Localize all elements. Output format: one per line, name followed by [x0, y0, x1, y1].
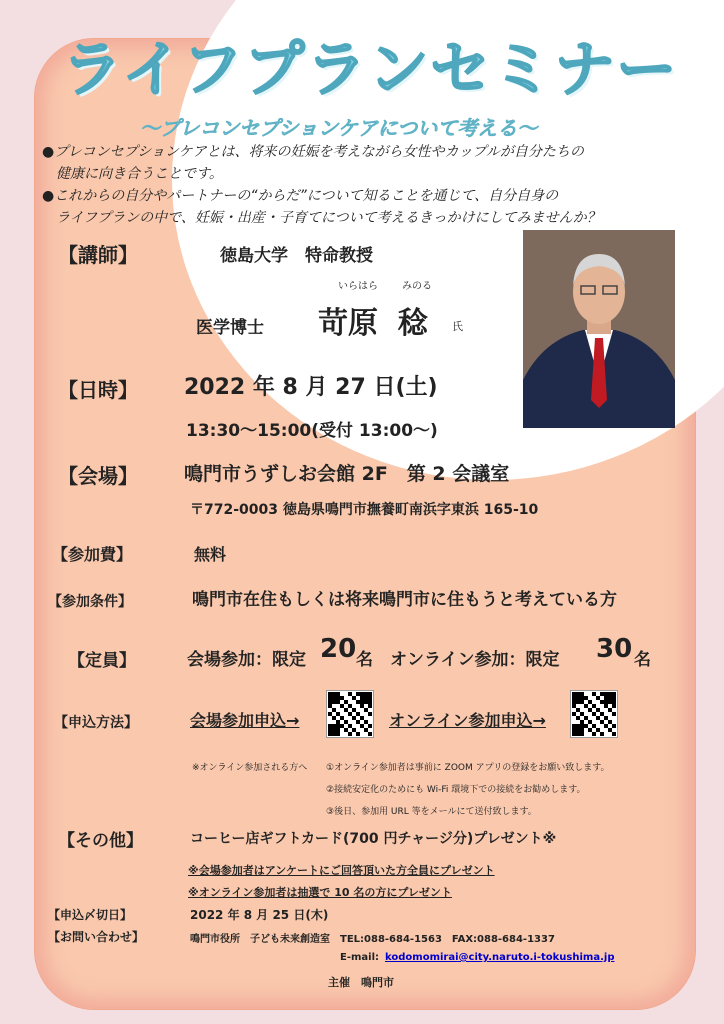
intro-line-2: 健康に向き合うことです。 — [56, 166, 223, 182]
qr-module — [600, 732, 604, 736]
lecturer-affiliation: 徳島大学 特命教授 — [220, 246, 373, 266]
contact-office: 鳴門市役所 子ども未来創造室 TEL:088-684-1563 FAX:088-684-1337 — [190, 934, 555, 945]
venue-apply-link[interactable]: 会場参加申込→ — [190, 711, 300, 730]
lecturer-degree: 医学博士 — [196, 318, 264, 338]
qr-module — [612, 732, 616, 736]
event-date: 2022 年 8 月 27 日(土) — [184, 375, 438, 400]
qr-module — [368, 712, 372, 716]
intro-line-1: ●プレコンセプションケアとは、将来の妊娠を考えながら女性やカップルが自分たちの — [42, 144, 584, 160]
online-apply-link[interactable]: オンライン参加申込→ — [389, 711, 546, 730]
qr-module — [348, 732, 352, 736]
qr-module — [356, 732, 360, 736]
qr-module — [612, 704, 616, 708]
deadline-label: 【申込〆切日】 — [48, 908, 133, 922]
apply-label: 【申込方法】 — [54, 715, 138, 731]
qr-module — [612, 712, 616, 716]
email-link[interactable]: kodomomirai@city.naruto.i-tokushima.jp — [385, 952, 615, 963]
qr-module — [368, 704, 372, 708]
apply-note-3: ③後日、参加用 URL 等をメールにて送付致します。 — [326, 807, 537, 817]
qr-module — [592, 732, 596, 736]
deadline-value: 2022 年 8 月 25 日(木) — [190, 908, 329, 922]
gift-note-1: ※会場参加者はアンケートにご回答頂いた方全員にプレゼント — [188, 864, 495, 877]
apply-note-1: ①オンライン参加者は事前に ZOOM アプリの登録をお願い致します。 — [326, 763, 610, 773]
capacity-online-number: 30 — [596, 634, 633, 664]
fee-value: 無料 — [194, 545, 227, 564]
capacity-online-unit: 名 — [634, 650, 651, 670]
venue-qr-code[interactable] — [326, 690, 374, 738]
lecturer-first-name: 稔 — [398, 306, 428, 341]
qr-module — [368, 732, 372, 736]
capacity-venue-number: 20 — [320, 634, 357, 664]
qr-module — [580, 732, 584, 736]
contact-label: 【お問い合わせ】 — [48, 930, 145, 944]
lecturer-photo — [523, 230, 675, 428]
intro-line-3: ●これからの自分やパートナーの“からだ”について知ることを通じて、自分自身の — [42, 188, 559, 204]
condition-label: 【参加条件】 — [48, 594, 132, 610]
lecturer-ruby-last: いらはら — [338, 281, 378, 292]
other-label: 【その他】 — [58, 831, 143, 851]
gift-note-2: ※オンライン参加者は抽選で 10 名の方にプレゼント — [188, 886, 452, 899]
apply-note-head: ※オンライン参加される方へ — [192, 763, 308, 773]
portrait-image — [523, 230, 675, 428]
venue-address: 〒772-0003 徳島県鳴門市撫養町南浜字東浜 165-10 — [190, 502, 539, 518]
datetime-label: 【日時】 — [58, 378, 138, 402]
qr-module — [368, 724, 372, 728]
page-title: ライフプランセミナー — [62, 35, 679, 105]
capacity-label: 【定員】 — [68, 651, 136, 671]
organizer: 主催 鳴門市 — [328, 976, 394, 989]
event-time: 13:30～15:00(受付 13:00～) — [186, 421, 438, 441]
lecturer-last-name: 苛原 — [318, 306, 378, 341]
condition-value: 鳴門市在住もしくは将来鳴門市に住もうと考えている方 — [192, 590, 617, 610]
venue-name: 鳴門市うずしお会館 2F 第 2 会議室 — [184, 463, 510, 485]
venue-label: 【会場】 — [58, 464, 138, 488]
intro-line-4: ライフプランの中で、妊娠・出産・子育てについて考えるきっかけにしてみませんか？ — [56, 210, 601, 226]
apply-note-2: ②接続安定化のためにも Wi-Fi 環境下での接続をお勧めします。 — [326, 785, 586, 795]
page-subtitle: ～プレコンセプションケアについて考える～ — [140, 116, 538, 140]
capacity-venue-prefix: 会場参加：限定 — [187, 650, 306, 670]
lecturer-honorific: 氏 — [452, 320, 463, 333]
gift-text: コーヒー店ギフトカード(700 円チャージ分)プレゼント※ — [190, 831, 557, 847]
email-label: E-mail: — [340, 952, 380, 963]
capacity-online-prefix: オンライン参加：限定 — [390, 650, 560, 670]
lecturer-ruby-first: みのる — [402, 281, 432, 292]
fee-label: 【参加費】 — [52, 545, 133, 564]
lecturer-label: 【講師】 — [58, 243, 138, 267]
qr-module — [336, 732, 340, 736]
qr-module — [612, 724, 616, 728]
online-qr-code[interactable] — [570, 690, 618, 738]
capacity-venue-unit: 名 — [356, 650, 373, 670]
